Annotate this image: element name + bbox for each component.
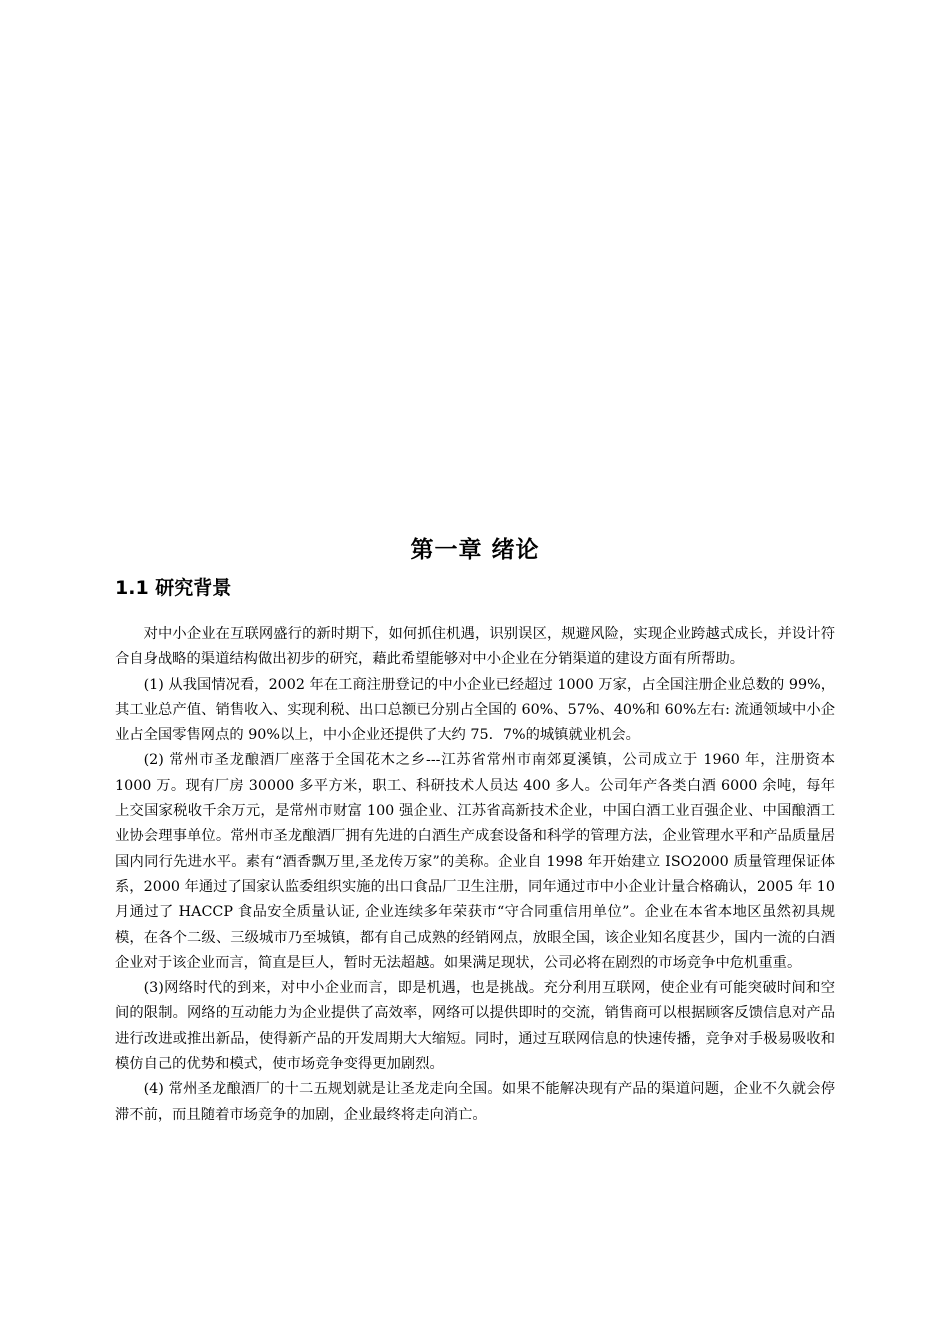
paragraph-3: (3)网络时代的到来，对中小企业而言，即是机遇，也是挑战。充分利用互联网，使企业有可能突破时间和空间的限制。网络的互动能力为企业提供了高效率，网络可以提供即时的交流，销售商可以根据顾客反馈信息对产品进行改进或推出新品，使得新产品的开发周期大大缩短。同时，通过互联网信息的快速传播，竞争对手极易吸收和模仿自己的优势和模式，使市场竞争变得更加剧烈。 bbox=[115, 980, 835, 1073]
paragraph-intro: 对中小企业在互联网盛行的新时期下，如何抓住机遇，识别误区，规避风险，实现企业跨越式成长，并设计符合自身战略的渠道结构做出初步的研究，藉此希望能够对中小企业在分销渠道的建设方面有所帮助。 bbox=[115, 626, 835, 668]
chapter-title: 第一章 绪论 bbox=[410, 537, 540, 563]
body-text bbox=[115, 622, 835, 1128]
paragraph-1: (1) 从我国情况看，2002 年在工商注册登记的中小企业已经超过 1000 万家，占全国注册企业总数的 99%，其工业总产值、销售收入、实现利税、出口总额已分别占全国的 60%、57%、40%和 60%左右: 流通领域中小企业占全国零售网点的 90%以上，中小企业还提供了大约 75．7%的城镇就业机会。 bbox=[115, 676, 835, 744]
paragraph-4: (4) 常州圣龙酿酒厂的十二五规划就是让圣龙走向全国。如果不能解决现有产品的渠道问题，企业不久就会停滞不前，而且随着市场竞争的加剧，企业最终将走向消亡。 bbox=[115, 1081, 835, 1123]
paragraph-2: (2) 常州市圣龙酿酒厂座落于全国花木之乡---江苏省常州市南郊夏溪镇，公司成立于 1960 年，注册资本 1000 万。现有厂房 30000 多平方米，职工、科研技术人员达 400 多人。公司年产各类白酒 6000 余吨，每年上交国家税收千余万元，是常州市财富 100 强企业、江苏省高新技术企业，中国白酒工业百强企业、中国酿酒工业协会理事单位。常州市圣龙酿酒厂拥有先进的白酒生产成套设备和科学的管理方法，企业管理水平和产品质量居国内同行先进水平。素有“酒香飘万里,圣龙传万家”的美称。企业自 1998 年开始建立 ISO2000 质量管理保证体系，2000 年通过了国家认监委组织实施的出口食品厂卫生注册，同年通过市中小企业计量合格确认，2005 年 10 月通过了 HACCP 食品安全质量认证, 企业连续多年荣获市“守合同重信用单位”。企业在本省本地区虽然初具规模，在各个二级、三级城市乃至城镇，都有自己成熟的经销网点，放眼全国，该企业知名度甚少，国内一流的白酒企业对于该企业而言，简直是巨人，暂时无法超越。如果满足现状，公司必将在剧烈的市场竞争中危机重重。 bbox=[115, 752, 835, 971]
section-title: 1.1 研究背景 bbox=[115, 577, 232, 599]
